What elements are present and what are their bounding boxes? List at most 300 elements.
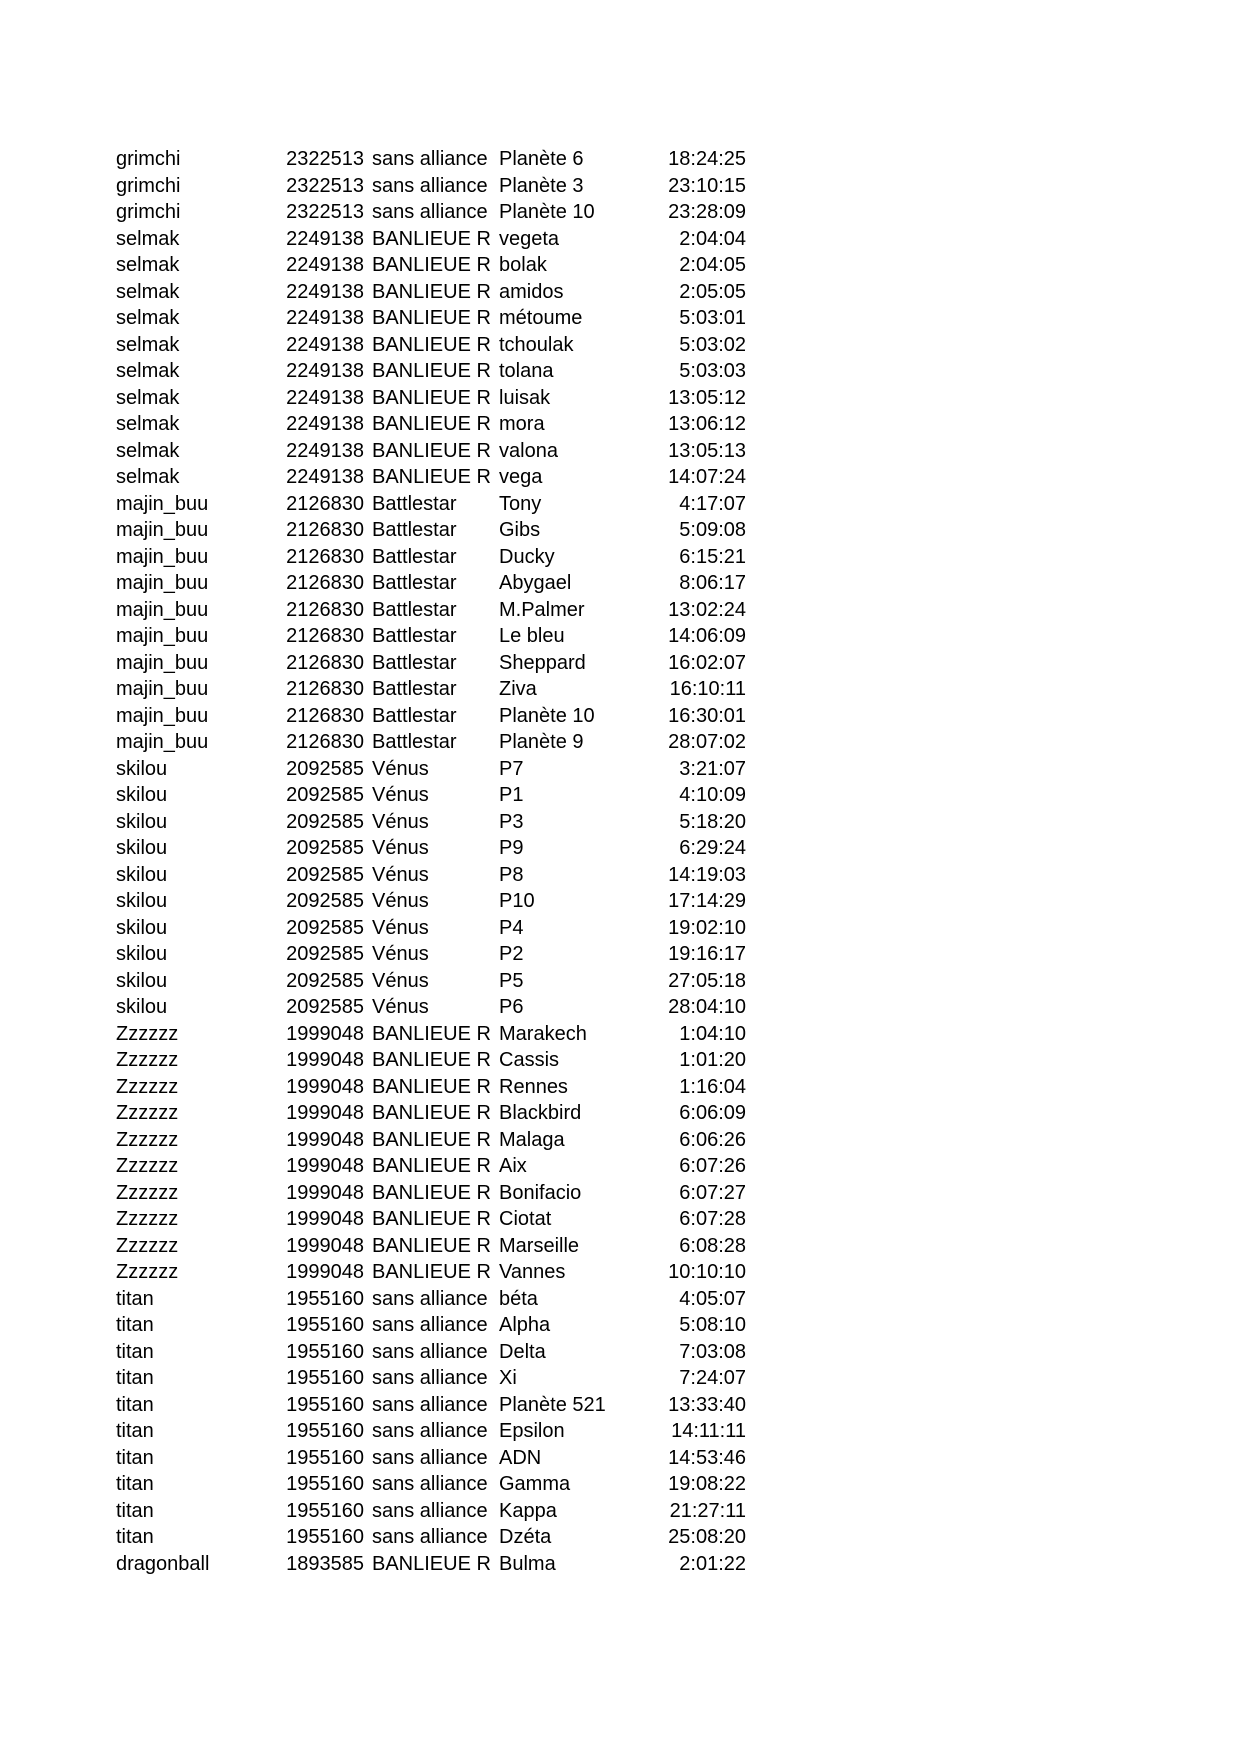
planet-name-cell: Marakech: [499, 1022, 587, 1045]
player-name-cell: Zzzzzz: [116, 1102, 179, 1124]
time-cell: 14:06:09: [668, 625, 746, 647]
table-row: [0, 1471, 1241, 1498]
alliance-cell: BANLIEUE R: [372, 333, 491, 356]
player-id-cell: 1999048: [286, 1075, 364, 1098]
player-name-cell: selmak: [116, 386, 180, 409]
table-row: [0, 1127, 1241, 1154]
player-name-cell: skilou: [116, 757, 168, 780]
player-name-cell: titan: [116, 1420, 154, 1442]
planet-name-cell: Le bleu: [499, 625, 565, 647]
table-row: [0, 623, 1241, 650]
planet-name-cell: métoume: [499, 307, 583, 329]
player-name-cell: dragonball: [116, 1552, 210, 1575]
table-row: [0, 650, 1241, 677]
table-row: [0, 544, 1241, 571]
alliance-cell: BANLIEUE R: [372, 1552, 491, 1575]
player-id-cell: 2249138: [286, 280, 364, 303]
player-id-cell: 1955160: [286, 1287, 364, 1310]
planet-name-cell: Planète 10: [499, 201, 595, 223]
planet-name-cell: P2: [499, 943, 524, 965]
player-name-cell: skilou: [116, 837, 168, 859]
table-row: [0, 332, 1241, 359]
alliance-cell: BANLIEUE R: [372, 1181, 491, 1204]
table-row: [0, 199, 1241, 226]
time-cell: 13:02:24: [668, 598, 746, 621]
player-id-cell: 1999048: [286, 1234, 364, 1257]
player-name-cell: skilou: [116, 916, 168, 939]
planet-name-cell: Bulma: [499, 1552, 556, 1575]
table-row: [0, 1339, 1241, 1366]
time-cell: 5:18:20: [679, 810, 746, 833]
player-name-cell: grimchi: [116, 201, 181, 223]
table-row: [0, 411, 1241, 438]
table-row: [0, 1206, 1241, 1233]
table-row: [0, 888, 1241, 915]
player-name-cell: selmak: [116, 227, 180, 250]
player-name-cell: selmak: [116, 439, 180, 462]
planet-name-cell: P5: [499, 969, 524, 992]
time-cell: 14:07:24: [668, 466, 746, 488]
player-name-cell: Zzzzzz: [116, 1128, 179, 1151]
planet-name-cell: amidos: [499, 280, 564, 303]
time-cell: 28:07:02: [668, 731, 746, 753]
planet-name-cell: Malaga: [499, 1128, 565, 1151]
player-id-cell: 2092585: [286, 837, 364, 859]
time-cell: 13:06:12: [668, 413, 746, 435]
time-cell: 13:33:40: [668, 1393, 746, 1416]
planet-name-cell: Tony: [499, 492, 542, 515]
planet-name-cell: M.Palmer: [499, 598, 585, 621]
player-id-cell: 2092585: [286, 916, 364, 939]
table-row: [0, 1551, 1241, 1578]
alliance-cell: sans alliance: [372, 1287, 488, 1310]
alliance-cell: BANLIEUE R: [372, 439, 491, 462]
time-cell: 14:53:46: [668, 1446, 746, 1469]
player-name-cell: titan: [116, 1367, 154, 1389]
planet-name-cell: P7: [499, 757, 524, 780]
player-name-cell: Zzzzzz: [116, 1261, 179, 1283]
player-id-cell: 2092585: [286, 810, 364, 833]
alliance-cell: Vénus: [372, 890, 429, 912]
time-cell: 5:03:01: [679, 307, 746, 329]
table-row: [0, 385, 1241, 412]
alliance-cell: Vénus: [372, 863, 429, 886]
player-id-cell: 1999048: [286, 1128, 364, 1151]
time-cell: 16:02:07: [668, 651, 746, 674]
table-row: [0, 1286, 1241, 1313]
time-cell: 25:08:20: [668, 1526, 746, 1548]
table-row: [0, 968, 1241, 995]
planet-name-cell: Aix: [499, 1155, 527, 1177]
planet-name-cell: Ziva: [499, 678, 537, 700]
table-row: [0, 597, 1241, 624]
player-id-cell: 1955160: [286, 1499, 364, 1522]
time-cell: 4:05:07: [679, 1287, 746, 1310]
time-cell: 8:06:17: [679, 572, 746, 594]
time-cell: 23:10:15: [668, 174, 746, 197]
table-row: [0, 173, 1241, 200]
table-row: [0, 438, 1241, 465]
player-id-cell: 2092585: [286, 890, 364, 912]
table-row: [0, 279, 1241, 306]
table-row: [0, 358, 1241, 385]
player-name-cell: skilou: [116, 810, 168, 833]
alliance-cell: sans alliance: [372, 174, 488, 197]
player-id-cell: 1955160: [286, 1420, 364, 1442]
player-name-cell: majin_buu: [116, 704, 209, 727]
alliance-cell: sans alliance: [372, 1367, 488, 1389]
player-name-cell: Zzzzzz: [116, 1022, 179, 1045]
planet-name-cell: vega: [499, 466, 543, 488]
player-id-cell: 2126830: [286, 651, 364, 674]
planet-name-cell: Alpha: [499, 1314, 551, 1336]
player-name-cell: grimchi: [116, 148, 181, 170]
planet-name-cell: mora: [499, 413, 545, 435]
planet-name-cell: tolana: [499, 360, 554, 382]
planet-name-cell: Bonifacio: [499, 1181, 582, 1204]
alliance-cell: BANLIEUE R: [372, 1102, 491, 1124]
table-row: [0, 782, 1241, 809]
time-cell: 14:11:11: [671, 1420, 746, 1442]
player-name-cell: skilou: [116, 996, 168, 1018]
planet-name-cell: P4: [499, 916, 524, 939]
player-name-cell: skilou: [116, 969, 168, 992]
time-cell: 5:03:03: [679, 360, 746, 382]
table-row: [0, 729, 1241, 756]
alliance-cell: sans alliance: [372, 1420, 488, 1442]
player-id-cell: 2249138: [286, 386, 364, 409]
time-cell: 6:08:28: [679, 1234, 746, 1257]
planet-name-cell: Kappa: [499, 1499, 557, 1522]
table-row: [0, 676, 1241, 703]
table-row: [0, 1365, 1241, 1392]
planet-name-cell: valona: [499, 439, 558, 462]
player-name-cell: skilou: [116, 943, 168, 965]
player-id-cell: 2126830: [286, 598, 364, 621]
player-name-cell: Zzzzzz: [116, 1234, 179, 1257]
time-cell: 2:05:05: [679, 280, 746, 303]
player-name-cell: majin_buu: [116, 545, 209, 568]
time-cell: 4:17:07: [679, 492, 746, 515]
time-cell: 19:16:17: [668, 943, 746, 965]
time-cell: 1:01:20: [679, 1049, 746, 1071]
alliance-cell: Battlestar: [372, 651, 457, 674]
player-id-cell: 2092585: [286, 863, 364, 886]
player-id-cell: 2126830: [286, 519, 364, 541]
table-row: [0, 1312, 1241, 1339]
time-cell: 18:24:25: [668, 148, 746, 170]
table-row: [0, 1524, 1241, 1551]
planet-name-cell: Cassis: [499, 1049, 560, 1071]
table-row: [0, 1074, 1241, 1101]
alliance-cell: Vénus: [372, 757, 429, 780]
planet-name-cell: P10: [499, 890, 535, 912]
player-name-cell: titan: [116, 1473, 154, 1495]
player-id-cell: 1955160: [286, 1340, 364, 1363]
table-row: [0, 305, 1241, 332]
planet-name-cell: luisak: [499, 386, 551, 409]
player-id-cell: 2126830: [286, 625, 364, 647]
player-name-cell: majin_buu: [116, 519, 209, 541]
time-cell: 14:19:03: [668, 863, 746, 886]
player-name-cell: selmak: [116, 280, 180, 303]
table-row: [0, 1259, 1241, 1286]
table-row: [0, 517, 1241, 544]
player-id-cell: 2092585: [286, 784, 364, 806]
player-id-cell: 1999048: [286, 1102, 364, 1124]
time-cell: 27:05:18: [668, 969, 746, 992]
player-id-cell: 1955160: [286, 1314, 364, 1336]
player-id-cell: 2126830: [286, 704, 364, 727]
time-cell: 17:14:29: [668, 890, 746, 912]
alliance-cell: sans alliance: [372, 148, 488, 170]
table-row: [0, 1233, 1241, 1260]
alliance-cell: sans alliance: [372, 1314, 488, 1336]
player-name-cell: selmak: [116, 413, 180, 435]
player-name-cell: majin_buu: [116, 492, 209, 515]
player-id-cell: 2126830: [286, 545, 364, 568]
time-cell: 2:04:05: [679, 254, 746, 276]
player-id-cell: 1999048: [286, 1022, 364, 1045]
planet-name-cell: tchoulak: [499, 333, 574, 356]
player-id-cell: 1955160: [286, 1473, 364, 1495]
time-cell: 16:30:01: [668, 704, 746, 727]
player-id-cell: 2126830: [286, 572, 364, 594]
table-row: [0, 1021, 1241, 1048]
alliance-cell: Vénus: [372, 996, 429, 1018]
alliance-cell: BANLIEUE R: [372, 360, 491, 382]
player-id-cell: 2322513: [286, 148, 364, 170]
table-row: [0, 1047, 1241, 1074]
player-id-cell: 1999048: [286, 1181, 364, 1204]
alliance-cell: Battlestar: [372, 519, 457, 541]
player-name-cell: majin_buu: [116, 625, 209, 647]
table-row: [0, 252, 1241, 279]
player-name-cell: Zzzzzz: [116, 1181, 179, 1204]
player-id-cell: 2249138: [286, 254, 364, 276]
alliance-cell: BANLIEUE R: [372, 1049, 491, 1071]
alliance-cell: Battlestar: [372, 704, 457, 727]
time-cell: 5:03:02: [679, 333, 746, 356]
alliance-cell: BANLIEUE R: [372, 280, 491, 303]
planet-name-cell: Vannes: [499, 1261, 566, 1283]
player-name-cell: Zzzzzz: [116, 1075, 179, 1098]
time-cell: 23:28:09: [668, 201, 746, 223]
player-name-cell: majin_buu: [116, 651, 209, 674]
time-cell: 6:07:27: [679, 1181, 746, 1204]
time-cell: 4:10:09: [679, 784, 746, 806]
player-name-cell: titan: [116, 1393, 154, 1416]
planet-name-cell: béta: [499, 1287, 538, 1310]
alliance-cell: BANLIEUE R: [372, 307, 491, 329]
alliance-cell: BANLIEUE R: [372, 1234, 491, 1257]
alliance-cell: BANLIEUE R: [372, 1128, 491, 1151]
player-name-cell: selmak: [116, 307, 180, 329]
player-name-cell: majin_buu: [116, 598, 209, 621]
player-id-cell: 1999048: [286, 1261, 364, 1283]
alliance-cell: Battlestar: [372, 572, 457, 594]
player-id-cell: 2249138: [286, 360, 364, 382]
planet-name-cell: P8: [499, 863, 524, 886]
time-cell: 21:27:11: [669, 1499, 746, 1522]
time-cell: 16:10:11: [669, 678, 746, 700]
table-row: [0, 809, 1241, 836]
player-name-cell: titan: [116, 1526, 154, 1548]
player-name-cell: skilou: [116, 784, 168, 806]
player-id-cell: 1955160: [286, 1393, 364, 1416]
time-cell: 19:02:10: [668, 916, 746, 939]
alliance-cell: Vénus: [372, 969, 429, 992]
alliance-cell: sans alliance: [372, 201, 488, 223]
planet-name-cell: P9: [499, 837, 524, 859]
player-id-cell: 2249138: [286, 307, 364, 329]
alliance-cell: BANLIEUE R: [372, 254, 491, 276]
table-row: [0, 941, 1241, 968]
player-id-cell: 2249138: [286, 413, 364, 435]
alliance-cell: sans alliance: [372, 1499, 488, 1522]
planet-name-cell: Gibs: [499, 519, 541, 541]
time-cell: 1:04:10: [679, 1022, 746, 1045]
table-row: [0, 915, 1241, 942]
player-id-cell: 2126830: [286, 731, 364, 753]
alliance-cell: BANLIEUE R: [372, 1208, 491, 1230]
player-id-cell: 2092585: [286, 757, 364, 780]
planet-name-cell: Delta: [499, 1340, 546, 1363]
time-cell: 13:05:12: [668, 386, 746, 409]
player-id-cell: 2249138: [286, 439, 364, 462]
alliance-cell: BANLIEUE R: [372, 466, 491, 488]
player-id-cell: 2249138: [286, 466, 364, 488]
table-row: [0, 226, 1241, 253]
player-name-cell: majin_buu: [116, 572, 209, 594]
table-row: [0, 862, 1241, 889]
player-name-cell: titan: [116, 1314, 154, 1336]
table-row: [0, 491, 1241, 518]
player-id-cell: 1999048: [286, 1155, 364, 1177]
planet-name-cell: Dzéta: [499, 1526, 552, 1548]
alliance-cell: Battlestar: [372, 731, 457, 753]
player-id-cell: 1955160: [286, 1367, 364, 1389]
player-id-cell: 2126830: [286, 678, 364, 700]
table-row: [0, 1392, 1241, 1419]
time-cell: 3:21:07: [679, 757, 746, 780]
time-cell: 5:09:08: [679, 519, 746, 541]
alliance-cell: Vénus: [372, 810, 429, 833]
time-cell: 2:04:04: [679, 227, 746, 250]
table-row: [0, 570, 1241, 597]
player-name-cell: selmak: [116, 333, 180, 356]
player-name-cell: titan: [116, 1499, 154, 1522]
alliance-cell: sans alliance: [372, 1340, 488, 1363]
alliance-cell: Battlestar: [372, 678, 457, 700]
player-name-cell: majin_buu: [116, 731, 209, 753]
planet-name-cell: P1: [499, 784, 524, 806]
table-row: [0, 1100, 1241, 1127]
time-cell: 10:10:10: [668, 1261, 746, 1283]
planet-name-cell: Sheppard: [499, 651, 586, 674]
player-name-cell: skilou: [116, 890, 168, 912]
time-cell: 7:24:07: [679, 1367, 746, 1389]
planet-name-cell: Xi: [499, 1367, 517, 1389]
planet-name-cell: P3: [499, 810, 524, 833]
table-row: [0, 1498, 1241, 1525]
player-name-cell: titan: [116, 1446, 154, 1469]
table-row: [0, 835, 1241, 862]
player-id-cell: 1955160: [286, 1446, 364, 1469]
player-id-cell: 2092585: [286, 996, 364, 1018]
planet-name-cell: Planète 9: [499, 731, 584, 753]
alliance-cell: Vénus: [372, 943, 429, 965]
table-row: [0, 994, 1241, 1021]
planet-name-cell: ADN: [499, 1446, 542, 1469]
player-id-cell: 2092585: [286, 943, 364, 965]
alliance-cell: BANLIEUE R: [372, 1261, 491, 1283]
player-id-cell: 1955160: [286, 1526, 364, 1548]
alliance-cell: Battlestar: [372, 598, 457, 621]
player-name-cell: titan: [116, 1287, 154, 1310]
alliance-cell: BANLIEUE R: [372, 227, 491, 250]
alliance-cell: sans alliance: [372, 1393, 488, 1416]
planet-name-cell: P6: [499, 996, 524, 1018]
time-cell: 1:16:04: [679, 1075, 746, 1098]
planet-name-cell: Epsilon: [499, 1420, 565, 1442]
planet-name-cell: Marseille: [499, 1234, 580, 1257]
data-sheet: [0, 146, 1241, 1577]
alliance-cell: Vénus: [372, 916, 429, 939]
player-id-cell: 1893585: [286, 1552, 364, 1575]
alliance-cell: Battlestar: [372, 625, 457, 647]
time-cell: 5:08:10: [679, 1314, 746, 1336]
time-cell: 7:03:08: [679, 1340, 746, 1363]
table-row: [0, 756, 1241, 783]
alliance-cell: BANLIEUE R: [372, 413, 491, 435]
player-id-cell: 2126830: [286, 492, 364, 515]
planet-name-cell: Ciotat: [499, 1208, 552, 1230]
planet-name-cell: Planète 521: [499, 1393, 606, 1416]
alliance-cell: BANLIEUE R: [372, 1022, 491, 1045]
alliance-cell: Battlestar: [372, 545, 457, 568]
planet-name-cell: vegeta: [499, 227, 560, 250]
time-cell: 28:04:10: [668, 996, 746, 1018]
player-id-cell: 2249138: [286, 333, 364, 356]
player-name-cell: majin_buu: [116, 678, 209, 700]
alliance-cell: BANLIEUE R: [372, 1075, 491, 1098]
alliance-cell: BANLIEUE R: [372, 386, 491, 409]
alliance-cell: Vénus: [372, 837, 429, 859]
time-cell: 2:01:22: [679, 1552, 746, 1575]
planet-name-cell: bolak: [499, 254, 547, 276]
time-cell: 13:05:13: [668, 439, 746, 462]
player-name-cell: selmak: [116, 360, 180, 382]
planet-name-cell: Abygael: [499, 572, 572, 594]
planet-name-cell: Blackbird: [499, 1102, 582, 1124]
table-row: [0, 146, 1241, 173]
table-row: [0, 703, 1241, 730]
time-cell: 6:07:28: [679, 1208, 746, 1230]
table-row: [0, 464, 1241, 491]
player-name-cell: Zzzzzz: [116, 1208, 179, 1230]
player-name-cell: skilou: [116, 863, 168, 886]
time-cell: 6:15:21: [679, 545, 746, 568]
player-id-cell: 2249138: [286, 227, 364, 250]
player-name-cell: Zzzzzz: [116, 1155, 179, 1177]
time-cell: 6:06:09: [679, 1102, 746, 1124]
time-cell: 19:08:22: [668, 1473, 746, 1495]
table-row: [0, 1153, 1241, 1180]
player-id-cell: 2322513: [286, 201, 364, 223]
table-row: [0, 1418, 1241, 1445]
alliance-cell: BANLIEUE R: [372, 1155, 491, 1177]
